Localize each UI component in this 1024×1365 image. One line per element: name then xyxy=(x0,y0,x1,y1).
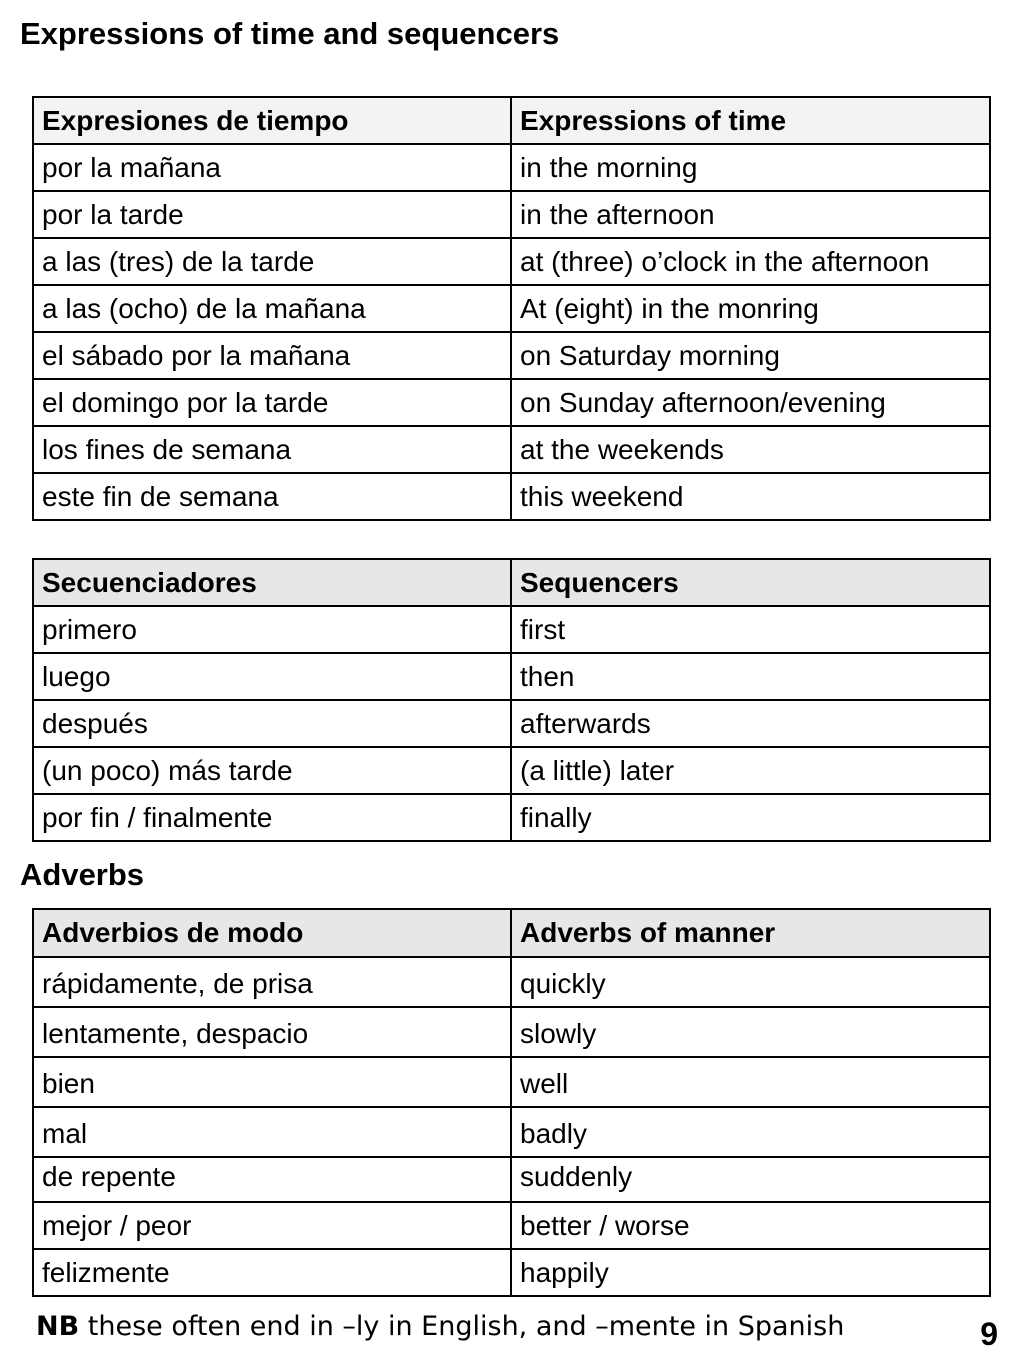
table-header-row xyxy=(33,559,990,606)
spanish-cell: luego xyxy=(33,653,511,700)
spanish-cell: rápidamente, de prisa xyxy=(33,957,511,1007)
english-cell: happily xyxy=(511,1249,990,1296)
english-cell: in the morning xyxy=(511,144,990,191)
spanish-cell: felizmente xyxy=(33,1249,511,1296)
spanish-cell: este fin de semana xyxy=(33,473,511,520)
sequencers-table xyxy=(32,558,991,842)
spanish-cell: primero xyxy=(33,606,511,653)
spanish-cell: (un poco) más tarde xyxy=(33,747,511,794)
english-cell: at (three) o’clock in the afternoon xyxy=(511,238,990,285)
spanish-cell: mejor / peor xyxy=(33,1202,511,1249)
table-row xyxy=(33,653,990,700)
english-cell: quickly xyxy=(511,957,990,1007)
english-cell: finally xyxy=(511,794,990,841)
adverbs-heading: Adverbs xyxy=(20,857,145,892)
page-number: 9 xyxy=(980,1316,998,1352)
column-header-english: Adverbs of manner xyxy=(511,909,990,957)
table-row xyxy=(33,1202,990,1249)
table-row xyxy=(33,379,990,426)
time-expressions-table xyxy=(32,96,991,521)
table-row xyxy=(33,700,990,747)
table-row xyxy=(33,794,990,841)
english-cell: first xyxy=(511,606,990,653)
english-cell: then xyxy=(511,653,990,700)
table-row xyxy=(33,426,990,473)
column-header-english: Expressions of time xyxy=(511,97,990,144)
english-cell: At (eight) in the monring xyxy=(511,285,990,332)
table-row xyxy=(33,606,990,653)
adverbs-table xyxy=(32,908,991,1297)
english-cell: badly xyxy=(511,1107,990,1157)
table-row xyxy=(33,473,990,520)
english-cell: well xyxy=(511,1057,990,1107)
spanish-cell: a las (tres) de la tarde xyxy=(33,238,511,285)
column-header-spanish: Adverbios de modo xyxy=(33,909,511,957)
table-row xyxy=(33,1057,990,1107)
english-cell: in the afternoon xyxy=(511,191,990,238)
table-row xyxy=(33,238,990,285)
english-cell: better / worse xyxy=(511,1202,990,1249)
column-header-english: Sequencers xyxy=(511,559,990,606)
column-header-spanish: Expresiones de tiempo xyxy=(33,97,511,144)
footer-note xyxy=(36,1313,844,1340)
column-header-spanish: Secuenciadores xyxy=(33,559,511,606)
table-header-row xyxy=(33,97,990,144)
spanish-cell: a las (ocho) de la mañana xyxy=(33,285,511,332)
spanish-cell: por la tarde xyxy=(33,191,511,238)
english-cell: suddenly xyxy=(511,1157,990,1202)
english-cell: slowly xyxy=(511,1007,990,1057)
spanish-cell: lentamente, despacio xyxy=(33,1007,511,1057)
spanish-cell: los fines de semana xyxy=(33,426,511,473)
spanish-cell: por fin / finalmente xyxy=(33,794,511,841)
table-header-row xyxy=(33,909,990,957)
spanish-cell: bien xyxy=(33,1057,511,1107)
table-row xyxy=(33,1007,990,1057)
english-cell: this weekend xyxy=(511,473,990,520)
spanish-cell: mal xyxy=(33,1107,511,1157)
spanish-cell: el sábado por la mañana xyxy=(33,332,511,379)
nb-label: NB xyxy=(36,1311,80,1342)
table-row xyxy=(33,747,990,794)
table-row xyxy=(33,1249,990,1296)
table-row xyxy=(33,957,990,1007)
page-title: Expressions of time and sequencers xyxy=(20,16,560,51)
spanish-cell: después xyxy=(33,700,511,747)
table-row xyxy=(33,332,990,379)
english-cell: on Saturday morning xyxy=(511,332,990,379)
table-row xyxy=(33,144,990,191)
table-row xyxy=(33,285,990,332)
english-cell: afterwards xyxy=(511,700,990,747)
english-cell: (a little) later xyxy=(511,747,990,794)
spanish-cell: el domingo por la tarde xyxy=(33,379,511,426)
table-row xyxy=(33,1157,990,1202)
spanish-cell: por la mañana xyxy=(33,144,511,191)
table-row xyxy=(33,1107,990,1157)
english-cell: on Sunday afternoon/evening xyxy=(511,379,990,426)
spanish-cell: de repente xyxy=(33,1157,511,1202)
english-cell: at the weekends xyxy=(511,426,990,473)
footer-note-text: these often end in –ly in English, and –mente in Spanish xyxy=(79,1311,845,1342)
table-row xyxy=(33,191,990,238)
